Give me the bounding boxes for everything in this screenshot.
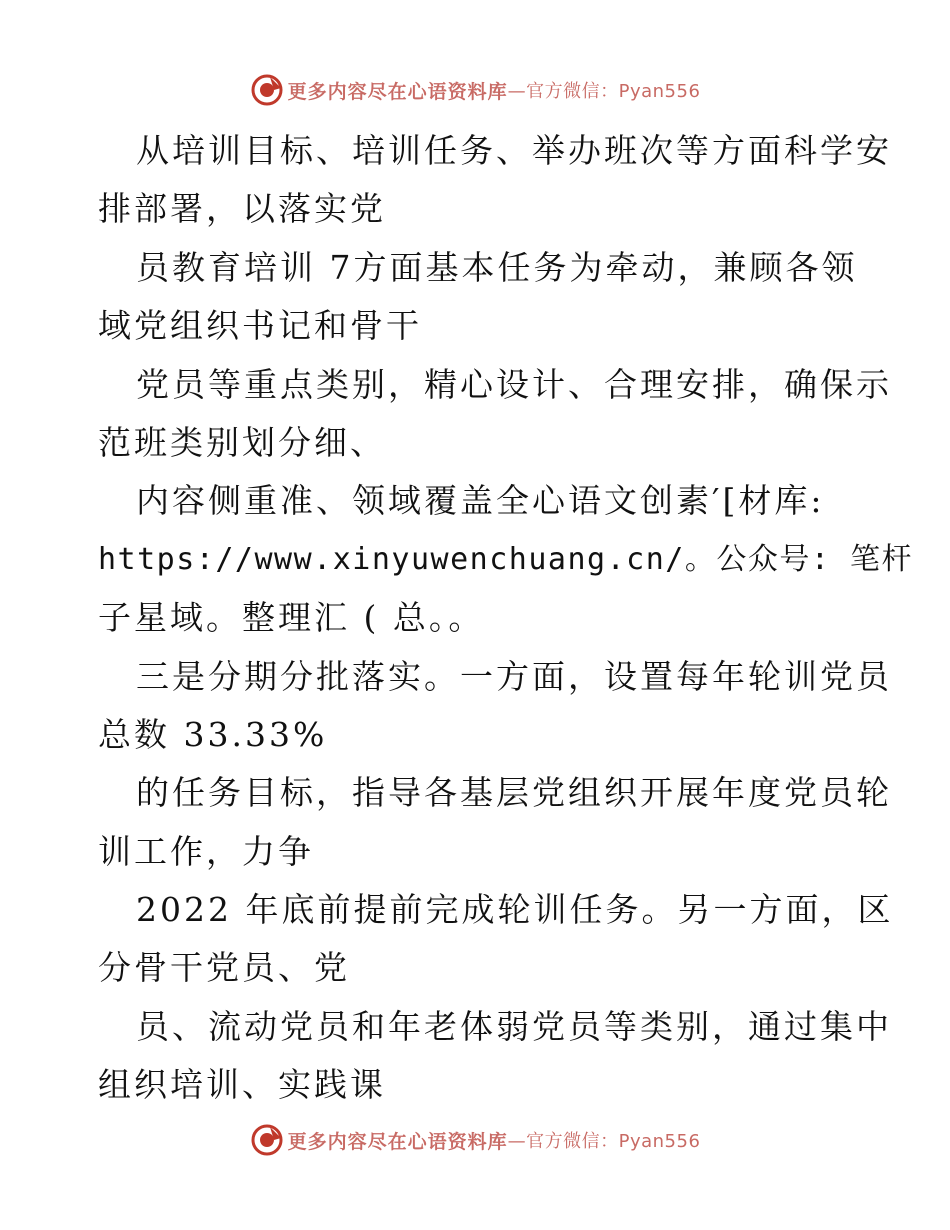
header-wechat-text: —官方微信：Pyan556 [507, 81, 701, 102]
library-logo-icon [250, 1123, 284, 1157]
header-banner [0, 72, 950, 108]
body-line: 子星域。整理汇 ( 总。。 [98, 598, 485, 638]
body-line: 域党组织书记和骨干 [98, 306, 422, 346]
document-body [98, 122, 913, 1115]
footer-wechat-text: —官方微信：Pyan556 [507, 1131, 701, 1152]
body-line: 分骨干党员、党 [98, 948, 350, 988]
header-site-text: 更多内容尽在心语资料库 [287, 80, 508, 103]
body-line: 员、流动党员和年老体弱党员等类别，通过集中 [136, 1006, 892, 1046]
body-line: 三是分期分批落实。一方面，设置每年轮训党员 [136, 656, 892, 696]
body-line: 员教育培训 7方面基本任务为牵动，兼顾各领 [136, 247, 858, 287]
body-line: 从培训目标、培训任务、举办班次等方面科学安 [136, 131, 892, 170]
body-line: 的任务目标，指导各基层党组织开展年度党员轮 [136, 773, 892, 813]
body-line: 组织培训、实践课 [98, 1065, 386, 1105]
body-line: 排部署，以落实党 [98, 189, 386, 229]
footer-site-text: 更多内容尽在心语资料库 [287, 1130, 508, 1153]
body-line: 总数 33.33% [98, 714, 328, 754]
body-line: 内容侧重准、领域覆盖全心语文创素′[材库: [136, 481, 825, 521]
body-line: 范班类别划分细、 [98, 422, 386, 462]
body-line: 训工作，力争 [98, 831, 314, 871]
body-line: 2022 年底前提前完成轮训任务。另一方面，区 [136, 890, 894, 930]
body-line: 党员等重点类别，精心设计、合理安排，确保示 [136, 364, 892, 404]
body-line-url: https://www.xinyuwenchuang.cn/。公众号: 笔杆 [98, 541, 913, 577]
library-logo-icon [250, 73, 284, 107]
footer-banner [0, 1122, 950, 1158]
